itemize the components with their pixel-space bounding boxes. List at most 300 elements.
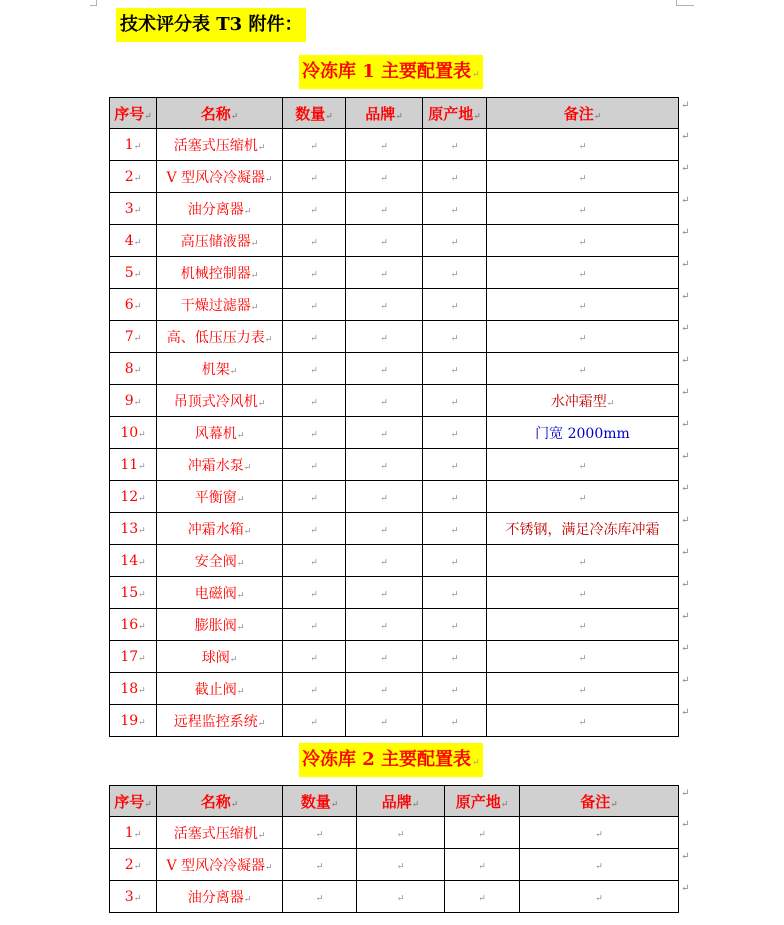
item-name <box>157 257 283 289</box>
cell-mark: ↵ <box>380 205 388 216</box>
header-label: 原产地 <box>455 792 501 811</box>
cell-mark: ↵ <box>450 461 459 472</box>
row-end-mark: ↵ <box>681 226 690 238</box>
cell-mark: ↵ <box>236 430 245 441</box>
row-number-text: 7 <box>124 328 134 345</box>
note-cell <box>487 513 679 545</box>
header-label: 名称 <box>200 792 231 811</box>
table-row <box>110 161 679 193</box>
cell-mark: ↵ <box>236 622 245 633</box>
cell-mark: ↵ <box>138 621 146 632</box>
cell-mark: ↵ <box>578 365 587 376</box>
cell-mark: ↵ <box>133 301 142 312</box>
table2-header-1 <box>157 786 283 817</box>
brand-cell <box>346 577 423 609</box>
cell-mark: ↵ <box>578 493 587 504</box>
cell-mark: ↵ <box>380 429 388 440</box>
cell-mark: ↵ <box>310 397 318 408</box>
cell-mark: ↵ <box>478 829 486 840</box>
item-name <box>157 513 283 545</box>
table2-header-4 <box>445 786 520 817</box>
note-text: 水冲霜型 <box>550 393 607 410</box>
item-name <box>157 481 283 513</box>
item-name-text: 球阀 <box>201 649 230 666</box>
cell-mark: ↵ <box>380 717 388 728</box>
brand-cell <box>346 321 423 353</box>
table-row <box>110 481 679 513</box>
row-end-mark: ↵ <box>681 578 690 590</box>
row-end-mark: ↵ <box>681 354 690 366</box>
origin-cell <box>423 129 487 161</box>
row-number-text: 12 <box>120 488 139 505</box>
row-number <box>110 449 157 481</box>
quantity-cell <box>283 545 346 577</box>
crop-mark-top-left <box>96 0 97 6</box>
cell-mark: ↵ <box>450 397 459 408</box>
row-number-text: 14 <box>120 552 139 569</box>
row-number-text: 15 <box>120 584 139 601</box>
cell-mark: ↵ <box>310 653 318 664</box>
note-text: 门宽 2000mm <box>535 425 630 442</box>
cell-mark: ↵ <box>133 829 142 840</box>
cell-mark: ↵ <box>133 333 142 344</box>
item-name <box>157 609 283 641</box>
item-name-text: 平衡窗 <box>194 489 237 506</box>
row-number <box>110 129 157 161</box>
note-cell <box>520 881 679 913</box>
cell-mark: ↵ <box>450 237 459 248</box>
item-name <box>157 641 283 673</box>
note-cell <box>487 257 679 289</box>
origin-cell <box>423 193 487 225</box>
quantity-cell <box>283 129 346 161</box>
cell-mark: ↵ <box>380 141 388 152</box>
cell-mark: ↵ <box>578 237 587 248</box>
origin-cell <box>423 225 487 257</box>
row-end-mark: ↵ <box>681 194 690 206</box>
table-row <box>110 673 679 705</box>
item-name <box>157 193 283 225</box>
brand-cell <box>357 849 445 881</box>
cell-mark: ↵ <box>578 461 587 472</box>
header-label: 品牌 <box>381 792 412 811</box>
table-row <box>110 129 679 161</box>
origin-cell <box>423 673 487 705</box>
note-cell <box>487 193 679 225</box>
cell-mark: ↵ <box>325 111 333 122</box>
quantity-cell <box>283 849 357 881</box>
row-number <box>110 417 157 449</box>
item-name <box>157 449 283 481</box>
cell-mark: ↵ <box>595 861 603 872</box>
row-number <box>110 289 157 321</box>
row-number-text: 11 <box>120 456 139 473</box>
row-number <box>110 817 157 849</box>
quantity-cell <box>283 449 346 481</box>
crop-mark-top-left-h <box>90 5 96 6</box>
item-name-text: 安全阀 <box>194 553 237 570</box>
header-label: 原产地 <box>428 104 474 123</box>
table-row <box>110 641 679 673</box>
cell-mark: ↵ <box>606 398 615 409</box>
cell-mark: ↵ <box>450 557 459 568</box>
brand-cell <box>346 289 423 321</box>
item-name <box>157 705 283 737</box>
row-number <box>110 321 157 353</box>
cell-mark: ↵ <box>478 861 486 872</box>
cell-mark: ↵ <box>450 141 459 152</box>
origin-cell <box>423 577 487 609</box>
cell-mark: ↵ <box>310 237 318 248</box>
row-number <box>110 385 157 417</box>
table-row <box>110 225 679 257</box>
table-row <box>110 513 679 545</box>
note-cell <box>487 609 679 641</box>
row-number-text: 13 <box>120 520 139 537</box>
row-end-mark: ↵ <box>681 99 690 111</box>
item-name-text: V 型风冷冷凝器 <box>166 857 265 874</box>
item-name <box>157 161 283 193</box>
table-row <box>110 417 679 449</box>
row-end-mark: ↵ <box>681 386 690 398</box>
table-row <box>110 849 679 881</box>
row-number-text: 10 <box>120 424 139 441</box>
cell-mark: ↵ <box>236 686 245 697</box>
origin-cell <box>423 609 487 641</box>
row-end-mark: ↵ <box>681 674 690 686</box>
quantity-cell <box>283 321 346 353</box>
origin-cell <box>445 817 520 849</box>
table1-header-2 <box>283 98 346 129</box>
header-label: 备注 <box>580 792 611 811</box>
item-name-text: 截止阀 <box>194 681 237 698</box>
cell-mark: ↵ <box>243 894 252 905</box>
row-end-mark: ↵ <box>681 818 690 830</box>
table-row <box>110 353 679 385</box>
cell-mark: ↵ <box>380 301 388 312</box>
cell-mark: ↵ <box>138 685 146 696</box>
row-number <box>110 705 157 737</box>
cell-mark: ↵ <box>380 173 388 184</box>
cell-mark: ↵ <box>310 621 318 632</box>
item-name <box>157 881 283 913</box>
table-row <box>110 609 679 641</box>
cell-mark: ↵ <box>138 589 146 600</box>
quantity-cell <box>283 513 346 545</box>
cell-mark: ↵ <box>236 494 245 505</box>
cell-mark: ↵ <box>243 206 252 217</box>
item-name <box>157 417 283 449</box>
cell-mark: ↵ <box>593 111 602 122</box>
table-row <box>110 193 679 225</box>
cell-mark: ↵ <box>450 589 459 600</box>
row-end-mark: ↵ <box>681 610 690 622</box>
cell-mark: ↵ <box>144 799 152 810</box>
crop-mark-top-right-h <box>676 5 694 6</box>
cell-mark: ↵ <box>578 301 587 312</box>
cell-mark: ↵ <box>450 717 459 728</box>
cell-mark: ↵ <box>380 237 388 248</box>
item-name-text: 活塞式压缩机 <box>173 137 258 154</box>
cell-mark: ↵ <box>265 862 273 873</box>
header-label: 名称 <box>200 104 231 123</box>
cell-mark: ↵ <box>310 205 318 216</box>
cell-mark: ↵ <box>133 861 142 872</box>
quantity-cell <box>283 705 346 737</box>
paragraph-mark: ↵ <box>472 758 480 768</box>
brand-cell <box>346 705 423 737</box>
table-row <box>110 385 679 417</box>
note-cell <box>487 129 679 161</box>
cell-mark: ↵ <box>578 717 587 728</box>
cell-mark: ↵ <box>250 238 259 249</box>
row-number <box>110 193 157 225</box>
quantity-cell <box>283 353 346 385</box>
item-name <box>157 849 283 881</box>
table2-body <box>110 817 679 913</box>
row-end-mark: ↵ <box>681 418 690 430</box>
cell-mark: ↵ <box>257 398 266 409</box>
cell-mark: ↵ <box>236 558 245 569</box>
cell-mark: ↵ <box>310 525 318 536</box>
row-end-mark: ↵ <box>681 850 690 862</box>
row-number <box>110 481 157 513</box>
item-name-text: 机架 <box>201 361 230 378</box>
cell-mark: ↵ <box>380 493 388 504</box>
row-end-mark: ↵ <box>681 130 690 142</box>
brand-cell <box>346 129 423 161</box>
table1-title <box>299 55 483 89</box>
header-label: 数量 <box>295 104 326 123</box>
item-name-text: 活塞式压缩机 <box>173 825 258 842</box>
item-name-text: 机械控制器 <box>180 265 251 282</box>
cell-mark: ↵ <box>310 333 318 344</box>
origin-cell <box>423 289 487 321</box>
row-number-text: 3 <box>124 200 134 217</box>
cell-mark: ↵ <box>133 397 142 408</box>
cell-mark: ↵ <box>380 461 388 472</box>
origin-cell <box>423 321 487 353</box>
row-number-text: 16 <box>120 616 139 633</box>
row-number <box>110 225 157 257</box>
cell-mark: ↵ <box>450 653 459 664</box>
cell-mark: ↵ <box>450 429 459 440</box>
note-cell <box>520 817 679 849</box>
row-end-mark: ↵ <box>681 162 690 174</box>
note-cell <box>487 385 679 417</box>
header-label: 序号 <box>114 792 145 811</box>
item-name-text: 风幕机 <box>194 425 237 442</box>
row-number-text: 9 <box>124 392 134 409</box>
item-name-text: 干燥过滤器 <box>180 297 251 314</box>
item-name <box>157 545 283 577</box>
table2-header-3 <box>357 786 445 817</box>
cell-mark: ↵ <box>230 799 239 810</box>
cell-mark: ↵ <box>450 205 459 216</box>
document-heading <box>116 8 306 42</box>
cell-mark: ↵ <box>265 174 273 185</box>
cell-mark: ↵ <box>315 829 324 840</box>
row-number-text: 2 <box>124 168 134 185</box>
table2-header-5 <box>520 786 679 817</box>
cell-mark: ↵ <box>310 365 318 376</box>
cell-mark: ↵ <box>133 205 142 216</box>
brand-cell <box>346 353 423 385</box>
cell-mark: ↵ <box>578 173 587 184</box>
cell-mark: ↵ <box>250 302 259 313</box>
cell-mark: ↵ <box>380 365 388 376</box>
cell-mark: ↵ <box>578 653 587 664</box>
table2-title-text: 冷冻库 2 主要配置表 <box>302 749 472 770</box>
cell-mark: ↵ <box>264 334 273 345</box>
table2-header-row <box>110 786 679 817</box>
row-number <box>110 609 157 641</box>
cell-mark: ↵ <box>380 621 388 632</box>
cell-mark: ↵ <box>380 685 388 696</box>
item-name-text: 冲霜水泵 <box>187 457 244 474</box>
cell-mark: ↵ <box>395 111 403 122</box>
item-name-text: 远程监控系统 <box>173 713 258 730</box>
note-cell <box>487 705 679 737</box>
cell-mark: ↵ <box>380 333 388 344</box>
row-end-mark: ↵ <box>681 882 690 894</box>
row-end-mark: ↵ <box>681 290 690 302</box>
cell-mark: ↵ <box>257 718 266 729</box>
table-row <box>110 705 679 737</box>
cell-mark: ↵ <box>257 830 266 841</box>
row-end-mark: ↵ <box>681 482 690 494</box>
cell-mark: ↵ <box>380 653 388 664</box>
origin-cell <box>423 385 487 417</box>
row-number-text: 1 <box>124 824 134 841</box>
cell-mark: ↵ <box>578 685 587 696</box>
brand-cell <box>346 161 423 193</box>
item-name <box>157 385 283 417</box>
cell-mark: ↵ <box>578 589 587 600</box>
origin-cell <box>423 257 487 289</box>
brand-cell <box>346 225 423 257</box>
cell-mark: ↵ <box>138 653 146 664</box>
cell-mark: ↵ <box>478 893 486 904</box>
cell-mark: ↵ <box>578 557 587 568</box>
cell-mark: ↵ <box>310 589 318 600</box>
cell-mark: ↵ <box>310 717 318 728</box>
cell-mark: ↵ <box>380 557 388 568</box>
cell-mark: ↵ <box>380 589 388 600</box>
header-label: 备注 <box>563 104 594 123</box>
note-cell <box>520 849 679 881</box>
table-row <box>110 817 679 849</box>
row-end-mark: ↵ <box>681 642 690 654</box>
row-end-mark: ↵ <box>681 706 690 718</box>
row-number-text: 18 <box>120 680 139 697</box>
origin-cell <box>423 705 487 737</box>
cell-mark: ↵ <box>144 111 152 122</box>
cell-mark: ↵ <box>473 111 481 122</box>
brand-cell <box>346 673 423 705</box>
item-name-text: 高、低压压力表 <box>166 329 265 346</box>
cell-mark: ↵ <box>229 366 238 377</box>
row-number-text: 1 <box>124 136 134 153</box>
row-number <box>110 673 157 705</box>
cell-mark: ↵ <box>450 525 459 536</box>
row-number-text: 19 <box>120 712 139 729</box>
brand-cell <box>346 481 423 513</box>
row-number-text: 6 <box>124 296 134 313</box>
row-number <box>110 161 157 193</box>
quantity-cell <box>283 289 346 321</box>
item-name <box>157 289 283 321</box>
table-row <box>110 321 679 353</box>
quantity-cell <box>283 577 346 609</box>
cell-mark: ↵ <box>310 685 318 696</box>
origin-cell <box>423 481 487 513</box>
brand-cell <box>357 817 445 849</box>
quantity-cell <box>283 417 346 449</box>
item-name <box>157 353 283 385</box>
cell-mark: ↵ <box>310 141 318 152</box>
table-row <box>110 545 679 577</box>
quantity-cell <box>283 225 346 257</box>
brand-cell <box>346 545 423 577</box>
table1-header-4 <box>423 98 487 129</box>
cell-mark: ↵ <box>310 301 318 312</box>
cell-mark: ↵ <box>380 525 388 536</box>
note-cell <box>487 481 679 513</box>
header-label: 序号 <box>114 104 145 123</box>
row-end-mark: ↵ <box>681 322 690 334</box>
table2-header-0 <box>110 786 157 817</box>
note-cell <box>487 321 679 353</box>
table1-header-1 <box>157 98 283 129</box>
note-cell <box>487 641 679 673</box>
paragraph-mark: ↵ <box>472 70 480 80</box>
cell-mark: ↵ <box>578 205 587 216</box>
quantity-cell <box>283 641 346 673</box>
row-number <box>110 353 157 385</box>
brand-cell <box>346 641 423 673</box>
note-cell <box>487 673 679 705</box>
note-cell <box>487 417 679 449</box>
cell-mark: ↵ <box>133 269 142 280</box>
origin-cell <box>423 641 487 673</box>
cell-mark: ↵ <box>578 333 587 344</box>
header-label: 数量 <box>300 792 331 811</box>
item-name <box>157 673 283 705</box>
row-number <box>110 257 157 289</box>
cell-mark: ↵ <box>133 365 142 376</box>
table1-header-row <box>110 98 679 129</box>
brand-cell <box>346 513 423 545</box>
cell-mark: ↵ <box>138 461 146 472</box>
row-number <box>110 577 157 609</box>
quantity-cell <box>283 881 357 913</box>
cell-mark: ↵ <box>396 893 405 904</box>
cell-mark: ↵ <box>450 333 459 344</box>
cell-mark: ↵ <box>610 799 618 810</box>
cell-mark: ↵ <box>595 829 603 840</box>
cell-mark: ↵ <box>450 685 459 696</box>
note-cell <box>487 545 679 577</box>
table2-title <box>299 743 483 777</box>
origin-cell <box>423 353 487 385</box>
cell-mark: ↵ <box>133 173 142 184</box>
row-end-mark: ↵ <box>681 450 690 462</box>
cell-mark: ↵ <box>330 799 339 810</box>
cell-mark: ↵ <box>450 269 459 280</box>
row-number-text: 4 <box>124 232 134 249</box>
note-cell <box>487 161 679 193</box>
